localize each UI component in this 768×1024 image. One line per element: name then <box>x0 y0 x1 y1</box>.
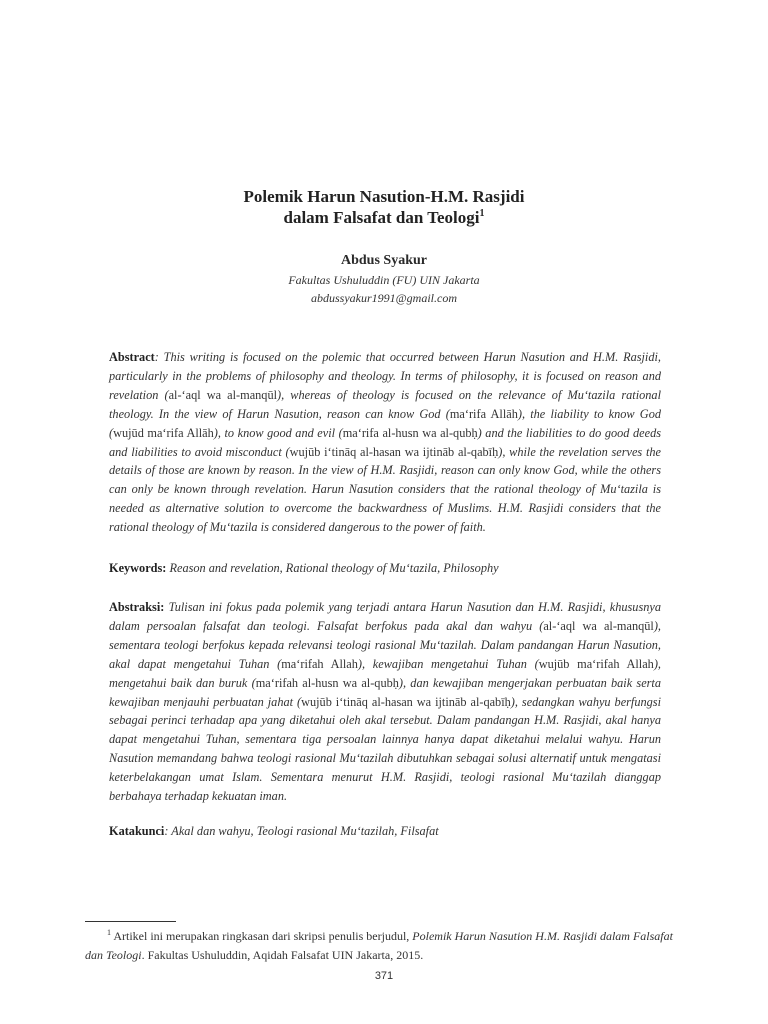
abstraksi-term: wujūb i‘tināq al-hasan wa ijtināb al-qabīḥ <box>301 694 511 709</box>
abstraksi-label: Abstraksi: <box>109 600 165 614</box>
paper-title-line-1: Polemik Harun Nasution-H.M. Rasjidi <box>243 187 525 206</box>
abstract-label: Abstract <box>109 350 155 364</box>
abstract-text: ), the liability to know God ( <box>109 406 661 440</box>
abstract-term: ma‘rifa Allāh <box>449 406 518 421</box>
footnote-text: Artikel ini merupakan ringkasan dari skripsi penulis berjudul, <box>111 929 413 943</box>
abstraksi-text: ), kewajiban mengetahui Tuhan ( <box>357 656 539 671</box>
paper-title-text: dalam Falsafat dan Teologi <box>283 208 480 227</box>
author-email[interactable]: abdussyakur1991@gmail.com <box>310 291 458 305</box>
page-number: 371 <box>374 970 394 982</box>
abstract-text: ) and the liabilities to do good deeds and liabilities to avoid misconduct ( <box>109 425 662 459</box>
title-footnote-mark[interactable]: 1 <box>479 208 485 219</box>
abstract-text: ), to know good and evil ( <box>213 425 343 440</box>
katakunci-line <box>109 822 661 840</box>
abstract-text: ), while the revelation serves the details of those are known by reason. In the view of H.M. Rasjidi, reason can only know God, while the others can only be known through revelation. Harun Nasution considers that the rational theology of Mu‘tazila is needed as alternative solution to overcome the backwardness of Muslims. H.M. Rasjidi considers that the rational theology of Mu‘tazila is considered dangerous to the power of faith. <box>109 444 661 535</box>
abstract-paragraph <box>109 348 661 537</box>
katakunci-label: Katakunci <box>109 824 165 838</box>
footnote <box>85 924 689 964</box>
abstraksi-term: al-‘aql wa al-manqūl <box>543 618 654 633</box>
author-affiliation: Fakultas Ushuluddin (FU) UIN Jakarta <box>288 273 480 287</box>
abstraksi-term: wujūb ma‘rifah Allah <box>538 656 654 671</box>
footnote-thesis-title: Polemik Harun Nasution H.M. Rasjidi dalam Falsafat dan Teologi <box>85 929 673 962</box>
abstraksi-text: ), sementara teologi berfokus kepada relevansi teologi rasional Mu‘tazilah. Dalam pandangan Harun Nasution, akal dapat mengetahui Tuhan ( <box>109 618 661 671</box>
footnote-text: . Fakultas Ushuluddin, Aqidah Falsafat UIN Jakarta, 2015. <box>141 947 424 962</box>
abstraksi-paragraph <box>109 598 661 806</box>
abstract-term: wujūd ma‘rifa Allāh <box>113 425 214 440</box>
footnote-mark: 1 <box>107 928 111 937</box>
paper-title-line-2 <box>0 208 768 228</box>
katakunci-value: : Akal dan wahyu, Teologi rasional Mu‘tazilah, Filsafat <box>164 824 439 838</box>
abstract-text: ), whereas of theology is focused on the relevance of Mu‘tazila rational theology. In the view of Harun Nasution, reason can know God ( <box>109 387 661 421</box>
keywords-label: Keywords: <box>109 561 167 575</box>
abstract-term: wujūb i‘tināq al-hasan wa ijtināb al-qabīḥ <box>289 444 499 459</box>
abstraksi-text: Tulisan ini fokus pada polemik yang terjadi antara Harun Nasution dan H.M. Rasjidi, khususnya dalam persoalan falsafat dan teologi. Falsafat berfokus pada akal dan wahyu ( <box>109 600 661 633</box>
abstract-term: ma‘rifa al-husn wa al-qubḥ <box>342 425 478 440</box>
abstract-term: al-‘aql wa al-manqūl <box>168 387 278 402</box>
keywords-value: Reason and revelation, Rational theology of Mu‘tazila, Philosophy <box>169 561 499 575</box>
abstract-text: : This writing is focused on the polemic that occurred between Harun Nasution and H.M. Rasjidi, particularly in the problems of philosophy and theology. In terms of philosophy, it is focused on reason and revelation ( <box>109 350 661 402</box>
abstraksi-term: ma‘rifah al-husn wa al-qubḥ <box>255 675 399 690</box>
author-name: Abdus Syakur <box>341 253 427 268</box>
footnote-divider <box>85 921 176 922</box>
abstraksi-text: ), mengetahui baik dan buruk ( <box>109 656 661 690</box>
abstraksi-text: ), dan kewajiban mengerjakan perbuatan baik serta kewajiban menjauhi perbuatan jahat ( <box>109 675 661 709</box>
abstraksi-term: ma‘rifah Allah <box>281 656 358 671</box>
abstraksi-text: ), sedangkan wahyu berfungsi sebagai perinci terhadap apa yang diketahui oleh akal tersebut. Dalam pandangan H.M. Rasjidi, akal hanya dapat mengetahui Tuhan, sementara tiga persoalan lainnya hanya dapat diketahui melalui wahyu. Harun Nasution memandang bahwa teologi rasional Mu‘tazilah dibutuhkan sebagai solusi alternatif untuk mengatasi keterbelakangan umat Islam. Sementara menurut H.M. Rasjidi, teologi rasional Mu‘tazilah dianggap berbahaya terhadap kekuatan iman. <box>109 694 661 804</box>
keywords-line <box>109 559 661 577</box>
